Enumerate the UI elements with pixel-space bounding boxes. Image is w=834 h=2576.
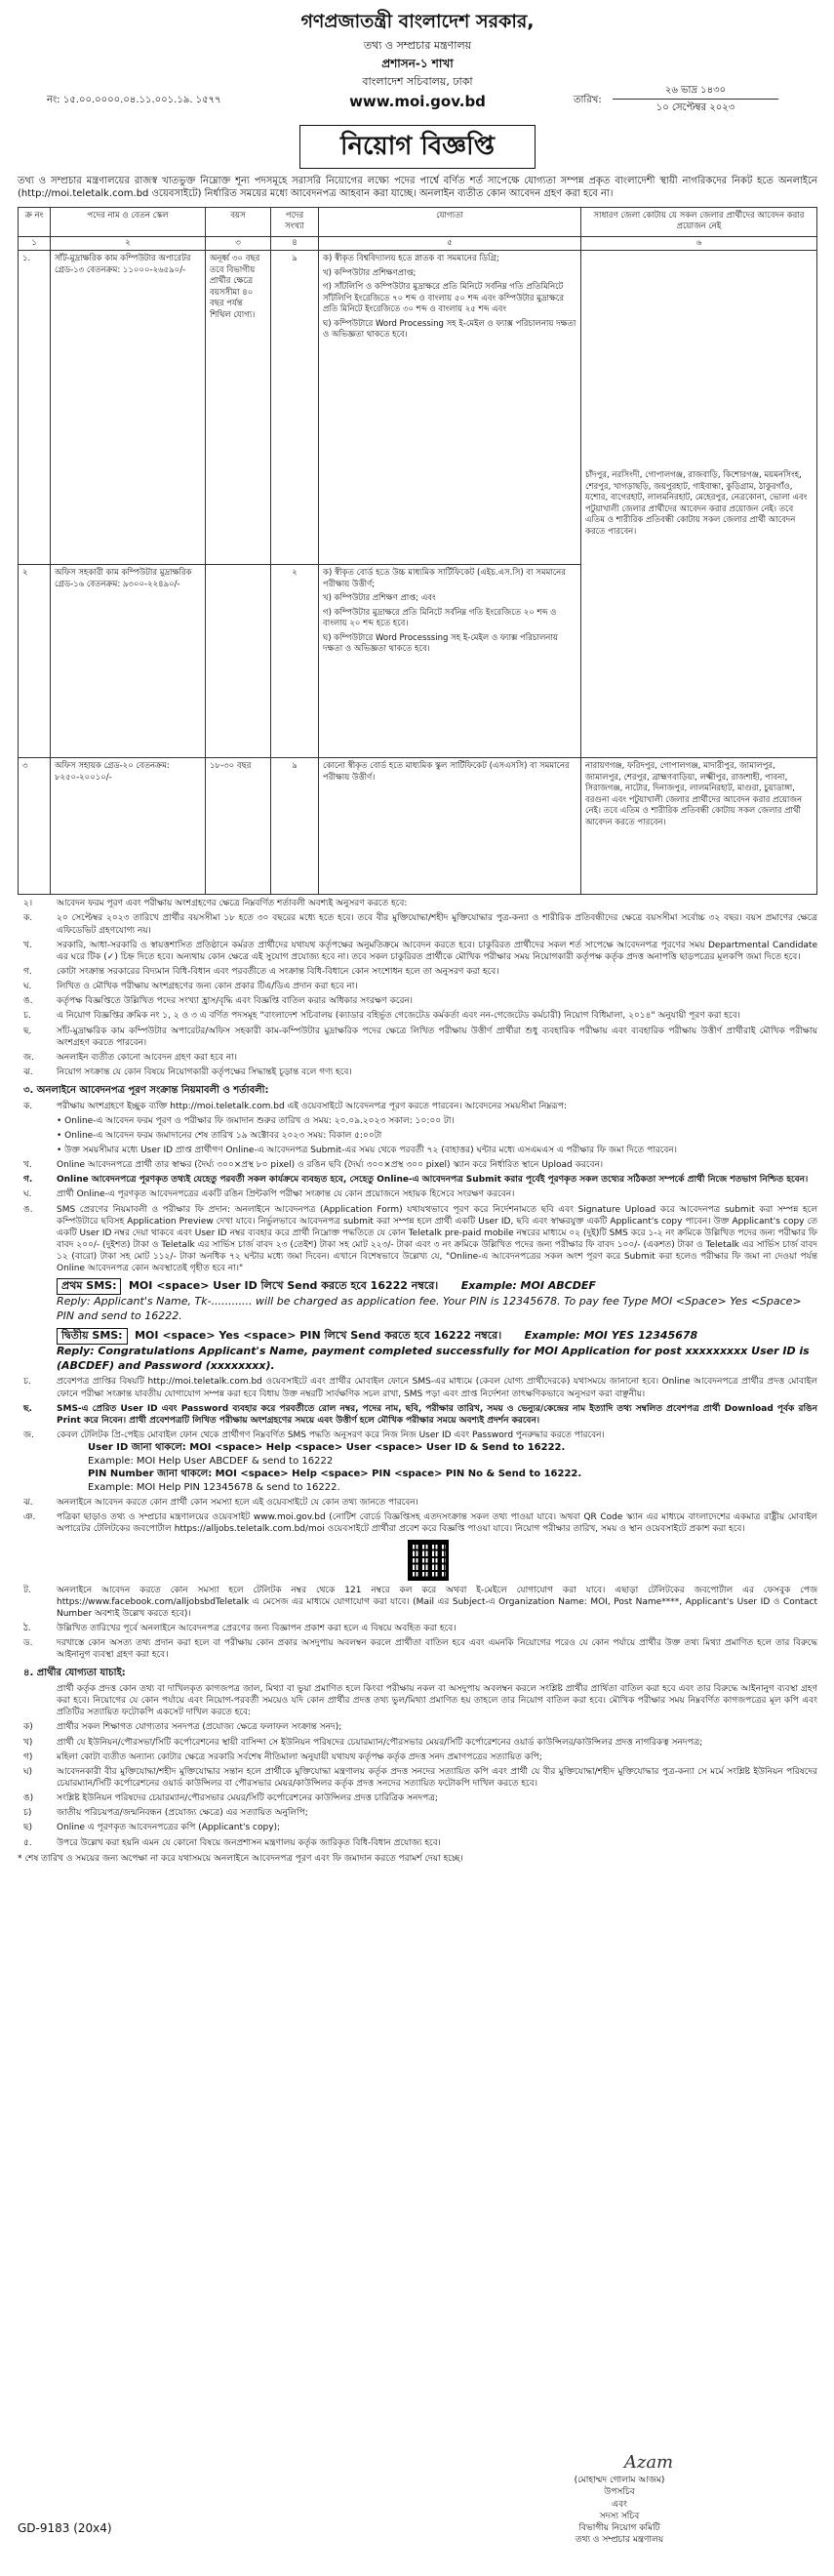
govt-name: গণপ্রজাতন্ত্রী বাংলাদেশ সরকার, <box>300 11 535 32</box>
list-item <box>18 1585 817 1620</box>
list-item <box>18 1010 817 1022</box>
page-title: নিয়োগ বিজ্ঞপ্তি <box>299 125 536 169</box>
signatory-role: সদস্য সচিব <box>599 2511 640 2521</box>
item-key: ঞ. <box>23 1512 36 1523</box>
list-item <box>18 1145 817 1156</box>
signatory-ministry: তথ্য ও সম্প্রচার মন্ত্রণালয় <box>575 2535 664 2545</box>
col-header-post: পদের নাম ও বেতন স্কেল <box>51 207 206 236</box>
col-header-qualification: যোগ্যতা <box>319 207 581 236</box>
item-key: ঘ. <box>23 982 32 992</box>
col-header-age: বয়স <box>206 207 271 236</box>
item-key <box>18 1115 57 1127</box>
item-text: SMS-এ প্রেরিত User ID এবং Password ব্যবহার করে পরবর্তীতে রোল নম্বর, পদের নাম, ছবি, পরীক্ষার তারিখ, সময় ও ভেন্যুর/কেন্দ্রের নাম ইত্যাদি তথ্য সম্বলিত প্রবেশপত্র প্রার্থী Download পূর্বক রঙিন Print করে নিবেন। প্রার্থী প্রবেশপত্রটি লিখিত পরীক্ষায় অংশগ্রহণের সময়ে এবং উত্তীর্ণ হলে মৌখিক পরীক্ষার সময়ে অবশ্যই প্রদর্শন করবেন। <box>57 1403 817 1426</box>
item-key: ঙ. <box>23 996 33 1007</box>
qualification-item: খ) কম্পিউটার প্রশিক্ষণপ্রাপ্ত; <box>323 267 417 278</box>
row-qualification <box>319 251 581 565</box>
section-conditions <box>18 898 817 1078</box>
item-key: ঙ) <box>23 1793 34 1804</box>
qualification-item: ক) স্বীকৃত বিশ্ববিদ্যালয় হতে স্নাতক বা সমমানের ডিগ্রি; <box>323 254 499 264</box>
list-item <box>18 1429 817 1441</box>
item-text: • উক্ত সময়সীমার মধ্যে User ID প্রাপ্ত প্রার্থীগণ Online-এ আবেদনপত্র Submit-এর সময় থেকে পরবর্তী ৭২ (বাহাত্তর) ঘন্টার মধ্যে এসএমএস এ পরীক্ষার ফি জমা দিতে পারবেন। <box>57 1146 677 1156</box>
row-quota: নারায়ণগঞ্জ, ফরিদপুর, গোপালগঞ্জ, মাদারীপুর, জামালপুর, জামালপুর, শেরপুর, ব্রাহ্মণবাড়িয়া, লক্ষ্মীপুর, রাজশাহী, পাবনা, সিরাজগঞ্জ, নাটোর, দিনাজপুর, লালমনিরহাট, মাগুরা, চুয়াডাঙ্গা, বরগুনা এবং পটুয়াখালী জেলার প্রার্থীদের আবেদন করার প্রয়োজন নেই। তবে এতিম ও শারীরিক প্রতিবন্ধী কোটায় সকল জেলার প্রার্থী আবেদন করতে পারবেন। <box>581 758 817 895</box>
qualification-item: গ) সাঁটলিপি ও কম্পিউটার মুদ্রাক্ষরে প্রতি মিনিটে সর্বনিম্ন গতি প্রতিমিনিটে সাঁটলিপি ইংরেজিতে ৭০ শব্দ ও বাংলায় ৫০ শব্দ এবং কম্পিউটার মুদ্রাক্ষরে প্রতি মিনিটে ইংরেজিতে ৩০ শব্দ ও বাংলায় ২৫ শব্দ এবং <box>323 282 564 315</box>
item-text: সংশ্লিষ্ট ইউনিয়ন পরিষদের চেয়ারম্যান/পৌরসভার মেয়র/সিটি কর্পোরেশনের কাউন্সিলর প্রদত্ত চারিত্রিক সনদপত্র; <box>57 1793 438 1804</box>
memo-number: নং: ১৫.০০.০০০০.০৪.১১.০০১.১৯. ১৫৭৭ <box>47 94 221 105</box>
item-key: ঘ) <box>23 1766 33 1777</box>
list-item <box>18 1188 817 1200</box>
row-qualification <box>319 565 581 758</box>
row-age: অনূর্ধ্ব ৩০ বছর তবে বিভাগীয় প্রার্থীর ক্ষেত্রে বয়সসীমা ৪০ বছর পর্যন্ত শিথিল যোগ্য। <box>206 251 271 565</box>
item-text: SMS প্রেরণের নিয়মাবলী ও পরীক্ষার ফি প্রদান: অনলাইনে আবেদনপত্র (Application Form) যথাযথভাবে পূরণ করে নির্দেশনামতে ছবি এবং Signature Upload করে আবেদনপত্র submit করা সম্পন্ন হলে কম্পিউটারে ছবিসহ Application Preview দেখা যাবে। নির্ভুলভাবে আবেদনপত্র submit করা সম্পন্ন হলে প্রার্থী একটি User ID, ছবি এবং স্বাক্ষরযুক্ত একটি Applicant's copy পাবেন। উক্ত Applicant's copy তে একটি User ID নম্বর দেয়া থাকবে এবং User ID নম্বর ব্যবহার করে প্রার্থী নিম্নোক্ত পদ্ধতিতে যে কোন Teletalk pre-paid mobile নম্বরের মাধ্যমে ০২ (দুই)টি SMS করে ১-২ নং ক্রমিকে উল্লিখিত পদের জন্য পরীক্ষার ফি বাবদ ২০০/- (দুইশত) টাকা ও Teletalk এর সার্ভিস চার্জ বাবদ ২৩ (তেইশ) টাকা সহ মোট ২২৩/- টাকা এবং ৩ নং ক্রমিকে উল্লিখিত পদের জন্য পরীক্ষার ফি বাবদ ১০০/- (একশত) টাকা ও Teletalk এর সার্ভিস চার্জ বাবদ ১২ (বারো) টাকা সহ মোট ১১২/- টাকা অনধিক ৭২ ঘন্টার মধ্যে জমা দিবেন। এখানে বিশেষভাবে উল্লেখ্য যে, "Online-এ আবেদনপত্রের সকল অংশ পূরণ করে Submit করা হলেও পরীক্ষার ফি জমা না দেওয়া পর্যন্ত Online আবেদনপত্র কোন অবস্থাতেই গৃহীত হবে না।" <box>57 1204 817 1274</box>
qr-code-icon[interactable] <box>408 1540 449 1581</box>
signatory-designation: উপসচিব <box>604 2487 635 2498</box>
qualification-item: ঘ) কম্পিউটারে Word Processing সহ ই-মেইল ও ফ্যাক্স পরিচালনায় দক্ষতা ও অভিজ্ঞতা থাকতে হবে। <box>323 318 576 341</box>
table-row <box>19 251 817 565</box>
list-item <box>18 1766 817 1790</box>
row-sl: ২ <box>19 565 51 758</box>
memo-row <box>18 82 817 115</box>
item-text: প্রার্থী যে ইউনিয়ন/পৌরসভা/সিটি কর্পোরেশনের স্থায়ী বাসিন্দা সে ইউনিয়ন পরিষদের চেয়ারম্যান/পৌরসভার মেয়র/সিটি কর্পোরেশনের ওয়ার্ড কাউন্সিলর/কাউন্সিলর প্রদত্ত নাগরিকত্ব সনদপত্র; <box>57 1737 703 1748</box>
row-sl: ৩ <box>19 758 51 895</box>
sms-first-reply: Reply: Applicant's Name, Tk-............ will be charged as application fee. Your PIN is 12345678. To pay fee Type MOI <Space> Yes <Space> PIN and send to 16222. <box>57 1295 802 1323</box>
list-item <box>18 1101 817 1112</box>
ministry-name: তথ্য ও সম্প্রচার মন্ত্রণালয় <box>363 38 472 52</box>
notice-page <box>18 0 817 1865</box>
item-key: ছ. <box>23 1403 32 1414</box>
section-heading <box>18 898 817 909</box>
row-quota: চাঁদপুর, নরসিংদী, গোপালগঞ্জ, রাজবাড়ি, কিশোরগঞ্জ, ময়মনসিংহ, শেরপুর, খাগড়াছড়ি, জয়পুরহাট, গাইবান্ধা, কুড়িগ্রাম, ঠাকুরগাঁও, যশোর, বাগেরহাট, লালমনিরহাট, মেহেরপুর, নেত্রকোনা, ভোলা এবং পটুয়াখালী জেলার প্রার্থীদের আবেদন করার প্রয়োজন নেই। তবে এতিম ও শারীরিক প্রতিবন্ধী কোটায় সকল জেলার প্রার্থী আবেদন করতে পারবেন। <box>581 251 817 758</box>
section-number: ২। <box>23 899 33 909</box>
item-text: পরীক্ষায় অংশগ্রহণে ইচ্ছুক ব্যক্তি http://moi.teletalk.com.bd এই ওয়েবসাইটে আবেদনপত্র পূরণ করতে পারবেন। আবেদনের সময়সীমা নিম্নরূপ: <box>57 1101 567 1111</box>
item-text: জাতীয় পরিচয়পত্র/জন্মনিবন্ধন (প্রযোজ্য ক্ষেত্রে) এর সত্যায়িত অনুলিপি; <box>57 1808 308 1819</box>
list-item <box>18 1115 817 1127</box>
sms-second <box>57 1328 817 1374</box>
item-key: গ. <box>23 1175 33 1186</box>
col-header-quota: সাধারণ জেলা কোটায় যে সকল জেলার প্রার্থীদের আবেদন করার প্রয়োজন নেই <box>581 207 817 236</box>
item-text: প্রার্থীর সকল শিক্ষাগত যোগ্যতার সনদপত্র (প্রযোজ্য ক্ষেত্রে ফলাফল সংক্রান্ত সনদ); <box>57 1722 342 1733</box>
sms-second-reply: Reply: Congratulations Applicant's Name, payment completed successfully for MOI Application for post xxxxxxxxx User ID is (ABCDEF) and Password (xxxxxxxx). <box>57 1344 810 1372</box>
item-text: উল্লিখিত তারিখের পূর্বে অনলাইনে আবেদনপত্র প্রেরণের জন্য বিজ্ঞাপন প্রকাশ করা হলে এ বিষয়ে অবহিত করা হবে। <box>57 1624 457 1634</box>
item-text: Online আবেদনপত্রে পূরণকৃত তথ্যই যেহেতু পরবর্তী সকল কার্যক্রমে ব্যবহৃত হবে, সেহেতু Online-এ আবেদনপত্র Submit করার পূর্বেই পূরণকৃত সকল তথ্যের সঠিকতা সম্পর্কে প্রার্থী নিজে শতভাগ নিশ্চিত হবেন। <box>57 1175 809 1186</box>
item-key: ক. <box>23 1101 33 1111</box>
list-item <box>18 1511 817 1535</box>
signatory-committee: বিভাগীয় নিয়োগ কমিটি <box>578 2522 660 2533</box>
item-text: পত্রিকা ছাড়াও তথ্য ও সম্প্রচার মন্ত্রণালয়ের ওয়েবসাইট www.moi.gov.bd (নোটিশ বোর্ডে বিজ্ঞপ্তিসহ এতদসংক্রান্ত সকল তথ্য পাওয়া যাবে। অথবা QR Code স্ক্যান এর মাধ্যমে বাংলাদেশের একমাত্র রাষ্ট্রীয় মোবাইল অপারেটর টেলিটকের জবপোর্টাল https://alljobs.teletalk.com.bd/moi ওয়েবসাইটে প্রার্থীরা প্রবেশ করে বিজ্ঞপ্তি পাওয়া যাবে। নিয়োগ পরীক্ষার তারিখ, সময় ও স্থান ওয়েবসাইটে প্রকাশ করা হবে। <box>57 1512 817 1535</box>
section-title: আবেদন ফরম পূরণ এবং পরীক্ষায় অংশগ্রহণের ক্ষেত্রে নিম্নবর্ণিত শর্তাবলী অবশ্যই অনুসরণ করতে হবে: <box>57 899 408 909</box>
list-item <box>18 1807 817 1819</box>
col-number: ৩ <box>206 236 271 250</box>
item-key: গ) <box>23 1751 33 1762</box>
item-key: ঠ. <box>23 1624 31 1634</box>
list-item <box>18 1052 817 1064</box>
col-number: ১ <box>19 236 51 250</box>
item-text: দরখাস্তে কোন অসত্য তথ্য প্রদান করা হলে বা পরীক্ষায় কোন প্রকার অসদুপায় অবলম্বন করলে প্রার্থীতা বাতিল হবে এবং এমনকি নিয়োগের পরেও যে কোন পর্যায়ে প্রার্থীর উক্ত তথ্য মিথ্যা প্রমাণিত হলে তার বিরুদ্ধে আইনানুগ ব্যবস্থা গ্রহণ করা হবে। <box>57 1638 817 1661</box>
sms-second-tag: দ্বিতীয় SMS: <box>57 1328 128 1345</box>
date-english: ১০ সেপ্টেম্বর ২০২৩ <box>655 102 735 114</box>
recovery-user-id-example: Example: MOI Help User ABCDEF & send to 16222 <box>88 1455 334 1467</box>
item-key: জ. <box>23 1430 34 1441</box>
row-age <box>206 565 271 758</box>
item-text: Online এ পূরণকৃত আবেদনপত্রের কপি (Applicant's copy); <box>57 1823 281 1833</box>
item-text: সরকারি, আধা-সরকারি ও স্বায়ত্তশাসিত প্রতিষ্ঠানে কর্মরত প্রার্থীদের যথাযথ কর্তৃপক্ষের অনুমতিক্রমে আবেদন করতে হবে। চাকুরিরত প্রার্থীদের সকল শর্ত সাপেক্ষে আবেদনপত্র পূরণের সময় Departmental Candidate এর ঘরে টিক (✓) চিহ্ন দিতে হবে। অন্যথায় কোন ক্ষেত্রে এই সুযোগ প্রযোজ্য হবে না। তবে সকল চাকুরিরত প্রার্থীকে মৌখিক পরীক্ষার সময় নিয়োগকারী কর্তৃপক্ষ কর্তৃক প্রদত্ত অনাপত্তি ছাড়পত্রের মূলকপি জমা দিতে হবে। <box>57 940 817 962</box>
section-eligibility <box>18 1667 817 1864</box>
item-key: ক) <box>23 1722 33 1733</box>
sms-second-example: Example: MOI YES 12345678 <box>524 1328 698 1342</box>
footnote: * শেষ তারিখ ও সময়ের জন্য অপেক্ষা না করে যথাসময়ে অনলাইনে আবেদনপত্র পূরণ এবং ফি জমাদান করতে পরামর্শ দেয়া হচ্ছে। <box>18 1853 463 1864</box>
item-text: প্রবেশপত্র প্রাপ্তির বিষয়টি http://moi.teletalk.com.bd ওয়েবসাইটে এবং প্রার্থীর মোবাইল ফোনে SMS-এর মাধ্যমে (কেবল যোগ্য প্রার্থীদেরকে) যথাসময়ে জানানো হবে। Online আবেদনপত্রে প্রার্থীর প্রদত্ত মোবাইল ফোনে পরীক্ষা সংক্রান্ত যাবতীয় যোগাযোগ সম্পন্ন করা হবে বিধায় উক্ত নম্বরটি সার্বক্ষণিক সচল রাখা, SMS পড়া এবং প্রাপ্ত নির্দেশনা তাৎক্ষণিকভাবে অনুসরণ করা বাঞ্ছনীয়। <box>57 1377 817 1399</box>
col-number: ৬ <box>581 236 817 250</box>
list-item <box>18 1822 817 1833</box>
date-label: তারিখ: <box>574 94 602 105</box>
signature-block <box>507 2451 732 2546</box>
list-item <box>18 912 817 936</box>
item-text: উপরে উল্লেখ করা হয়নি এমন যে কোনো বিষয়ে জনপ্রশাসন মন্ত্রণালয় কর্তৃক জারিকৃত বিধি-বিধান প্রযোজ্য হবে। <box>57 1837 441 1848</box>
item-text: এ নিয়োগ বিজ্ঞপ্তির ক্রমিক নং ১, ২ ও ৩ এ বর্ণিত পদসমূহ "বাংলাদেশ সচিবালয় (ক্যাডার বহির্ভূত গেজেটেড কর্মকর্তা এবং নন-গেজেটেড কর্মচারী) নিয়োগ বিধিমালা, ২০১৪" অনুযায়ী পূরণ করা হবে। <box>57 1011 740 1022</box>
item-key: খ. <box>23 1160 32 1171</box>
sms-first <box>57 1278 817 1324</box>
recovery-user-id: User ID জানা থাকলে: MOI <space> Help <space> User <space> User ID & Send to 16222. <box>88 1442 566 1454</box>
item-key: চ. <box>23 1377 31 1388</box>
item-key: গ. <box>23 966 32 977</box>
intro-paragraph: তথ্য ও সম্প্রচার মন্ত্রণালয়ের রাজস্ব খাতভুক্ত নিম্নোক্ত শূন্য পদসমূহে সরাসরি নিয়োগের লক্ষ্যে পদের পার্শ্বে বর্ণিত শর্ত সাপেক্ষে যোগ্যতা সম্পন্ন প্রকৃত বাংলাদেশী স্থায়ী নাগরিকদের নিকট হতে অনলাইনে (http://moi.teletalk.com.bd ওয়েবসাইটে) নির্ধারিত সময়ের মধ্যে আবেদনপত্র আহবান করা যাচ্ছে। অনলাইন ব্যতীত কোন আবেদন গ্রহণ করা হবে না। <box>18 175 817 200</box>
item-text: কর্তৃপক্ষ বিজ্ঞপ্তিতে উল্লিখিত পদের সংখ্যা হ্রাস/বৃদ্ধি এবং বিজ্ঞপ্তি বাতিল করার অধিকার সংরক্ষণ করেন। <box>57 996 414 1007</box>
item-text: • Online-এ আবেদন ফরম পূরণ ও পরীক্ষার ফি জমাদান শুরুর তারিখ ও সময়: ২০.০৯.২০২৩ সকাল: ১০:০০ টা। <box>57 1115 455 1126</box>
col-number: ৫ <box>319 236 581 250</box>
item-text: • Online-এ আবেদন ফরম জমাদানের শেষ তারিখ ১৯ অক্টোবর ২০২৩ সময়: বিকাল ৫:০০টা <box>57 1130 382 1141</box>
item-text: অনলাইনে আবেদন করতে কোন সমস্যা হলে টেলিটক নম্বর থেকে 121 নম্বরে কল করে অথবা ই-মেইলে যোগাযোগ করা যাবে। এছাড়া টেলিটকের জবপোর্টাল এর ফেসবুক পেজ https://www.facebook.com/alljobsbdTeletalk এ মেসেজ এর মাধ্যমে যোগাযোগ করা যাবে। (Mail এর Subject-এ Organization Name: MOI, Post Name****, Applicant's User ID ও Contact Number অবশ্যই উল্লেখ করতে হবে)। <box>57 1585 817 1619</box>
date-bangla: ২৬ ভাদ্র ১৪৩০ <box>613 82 778 101</box>
item-key: ট. <box>23 1585 31 1595</box>
list-item <box>18 995 817 1007</box>
item-text: Online আবেদনপত্রে প্রার্থী তার স্বাক্ষর (দৈর্ঘ্য ৩০০×প্রস্থ ৮০ pixel) ও রঙিন ছবি (দৈর্ঘ্য ৩০০×প্রস্থ ৩০০ pixel) স্ক্যান করে নির্ধারিত স্থানে Upload করবেন। <box>57 1160 604 1171</box>
list-item <box>18 1130 817 1142</box>
sms-first-tag: প্রথম SMS: <box>57 1278 121 1295</box>
list-item <box>18 1497 817 1509</box>
col-number: ৪ <box>271 236 319 250</box>
item-text: কেবল টেলিটক প্রি-পেইড মোবাইল ফোন থেকে প্রার্থীগণ নিম্নবর্ণিত SMS পদ্ধতি অনুসরণ করে নিজ নিজ User ID এবং Password পুনরুদ্ধার করতে পারবেন। <box>57 1430 605 1441</box>
item-text: মহিলা কোটা ব্যতীত অন্যান্য কোটার ক্ষেত্রে সরকারি সর্বশেষ নীতিমালা অনুযায়ী যথাযথ কর্তৃপক্ষ কর্তৃক প্রদত্ত সনদ প্রমাণপত্রের সত্যায়িত কপি; <box>57 1751 542 1762</box>
list-item <box>18 940 817 963</box>
row-count: ৯ <box>271 251 319 565</box>
qualification-item: ঘ) কম্পিউটারে Word Processsing সহ ই-মেইল ও ফ্যাক্স পরিচালনায় দক্ষতা ও অভিজ্ঞতা থাকতে হবে। <box>323 632 558 655</box>
list-item <box>18 981 817 992</box>
section-intro <box>18 1683 817 1718</box>
item-key: ঘ. <box>23 1189 32 1200</box>
qualification-item: গ) কম্পিউটার মুদ্রাক্ষরে প্রতি মিনিটে সর্বনিম্ন গতি ইংরেজিতে ২০ শব্দ ও বাংলায় ২০ শব্দ হতে হবে। <box>323 607 557 629</box>
item-text: অনলাইন ব্যতীত কোনো আবেদন গ্রহণ করা হবে না। <box>57 1052 237 1063</box>
col-number: ২ <box>51 236 206 250</box>
sms-first-command: MOI <space> User ID লিখে Send করতে হবে 16222 নম্বরে। <box>128 1279 439 1293</box>
list-item <box>18 966 817 978</box>
item-key: খ. <box>23 940 32 950</box>
item-key <box>18 1145 57 1156</box>
section-title: ৩. অনলাইনে আবেদনপত্র পূরণ সংক্রান্ত নিয়মাবলী ও শর্তাবলী: <box>23 1085 269 1097</box>
item-key: ৫. <box>23 1837 32 1848</box>
date-block <box>574 82 778 117</box>
item-text: লিখিত ও মৌখিক পরীক্ষায় অংশগ্রহণের জন্য কোন প্রকার টিএ/ডিএ প্রদান করা হবে না। <box>57 982 358 992</box>
table-row <box>19 758 817 895</box>
item-key: জ. <box>23 1052 34 1063</box>
website-link[interactable]: www.moi.gov.bd <box>349 92 486 110</box>
list-item <box>18 1403 817 1427</box>
row-post: সাঁট-মুদ্রাক্ষরিক কাম কম্পিউটার অপারেটর গ্রেড-১৩ বেতনক্রম: ১১০০০-২৬৫৯০/- <box>51 251 206 565</box>
item-key: ঙ. <box>23 1204 33 1215</box>
qualification-item: খ) কম্পিউটার প্রশিক্ষণ প্রাপ্ত; এবং <box>323 593 436 604</box>
item-key: ছ) <box>23 1823 32 1833</box>
signatory-and: এবং <box>612 2499 627 2510</box>
row-count: ২ <box>271 565 319 758</box>
recovery-pin-example: Example: MOI Help PIN 12345678 & send to 16222. <box>88 1481 340 1493</box>
list-item <box>18 1721 817 1733</box>
list-item <box>18 1751 817 1763</box>
item-text: সাঁট-মুদ্রাক্ষরিক কাম কম্পিউটার অপারেটর/অফিস সহকারী কাম-কম্পিউটার মুদ্রাক্ষরিক পদের ক্ষেত্রে লিখিত পরীক্ষায় উত্তীর্ণ প্রার্থীরা শুধু ব্যবহারিক পরীক্ষায় এবং ব্যবহারিক পরীক্ষায় উত্তীর্ণ প্রার্থীরাই মৌখিক পরীক্ষায় অংশগ্রহণ করতে পারবেন। <box>57 1026 817 1048</box>
item-key: ড. <box>23 1638 33 1649</box>
col-header-sl: ক্র নং <box>19 207 51 236</box>
row-sl: ১. <box>19 251 51 565</box>
gd-code: GD-9183 (20x4) <box>18 2521 112 2535</box>
list-item <box>18 1067 817 1078</box>
sms-first-example: Example: MOI ABCDEF <box>460 1279 596 1293</box>
list-item <box>18 1637 817 1661</box>
item-key <box>18 1130 57 1142</box>
item-text: অনলাইনে আবেদন করতে কোন প্রার্থী কোন সমস্যা হলে এই ওয়েবসাইটে যে কোন তথ্য জানতে পারবেন। <box>57 1498 418 1509</box>
item-text: প্রার্থী Online-এ পূরণকৃত আবেদনপত্রের একটি রঙিন প্রিন্টকপি পরীক্ষা সংক্রান্ত যে কোন প্রয়োজনে সহায়ক হিসেবে সংরক্ষণ করবেন। <box>57 1189 515 1200</box>
signatory-name: (মোহাম্মদ গোলাম আজম) <box>574 2475 665 2486</box>
item-text: প্রার্থী কর্তৃক প্রদত্ত কোন তথ্য বা দাখিলকৃত কাগজপত্র জাল, মিথ্যা বা ভুয়া প্রমাণিত হলে কিংবা পরীক্ষায় নকল বা অসদুপায় অবলম্বন করলে সংশ্লিষ্ট প্রার্থীর প্রার্থিতা বাতিল করা হবে এবং তার বিরুদ্ধে আইনানুগ ব্যবস্থা গ্রহণ করা হবে। নিয়োগের যে কোন পর্যায়ে এবং নিয়োগ-পরবর্তী সময়েও যদি কোন প্রার্থীর প্রদত্ত তথ্য ভুল/মিথ্যা প্রমাণিত হয় তাহলে তার নিয়োগ বাতিল করা হবে। মৌখিক পরীক্ষার সময় নিম্নবর্ণিত কাগজপত্রের মূল কপি এবং প্রতিটির সত্যায়িত ফটোকপি একসেট দাখিল করতে হবে: <box>57 1683 817 1718</box>
list-item <box>18 1623 817 1634</box>
item-key: খ) <box>23 1737 33 1748</box>
qualification-item: ক) স্বীকৃত বোর্ড হতে উচ্চ মাধ্যমিক সার্টিফিকেট (এইচ.এস.সি) বা সমমানের পরীক্ষায় উত্তীর্ণ; <box>323 568 566 589</box>
row-qualification <box>319 758 581 895</box>
list-item <box>18 1174 817 1186</box>
list-item <box>18 1204 817 1275</box>
section-online-application <box>18 1084 817 1661</box>
row-post: অফিস সহায়ক গ্রেড-২০ বেতনক্রম: ৮২৫০-২০০১০/- <box>51 758 206 895</box>
item-key: ক. <box>23 913 33 924</box>
branch-name: প্রশাসন-১ শাখা <box>381 57 454 71</box>
item-text: নিয়োগ সংক্রান্ত যে কোন বিষয়ে নিয়োগকারী কর্তৃপক্ষের সিদ্ধান্তই চূড়ান্ত বলে গণ্য হবে। <box>57 1067 352 1077</box>
list-item <box>18 1792 817 1804</box>
row-count: ৯ <box>271 758 319 895</box>
row-age: ১৮-৩০ বছর <box>206 758 271 895</box>
item-key: চ) <box>23 1808 32 1819</box>
item-key: ঝ. <box>23 1498 33 1509</box>
list-item <box>18 1159 817 1171</box>
item-text: আবেদনকারী বীর মুক্তিযোদ্ধা/শহীদ মুক্তিযোদ্ধার সন্তান হলে প্রার্থীকে মুক্তিযোদ্ধা মন্ত্রণালয় কর্তৃক প্রদত্ত সনদের সত্যায়িত কপি এবং প্রার্থী যে বীর মুক্তিযোদ্ধা/শহীদ মুক্তিযোদ্ধার পুত্র-কন্যা সে মর্মে সংশ্লিষ্ট ইউনিয়ন পরিষদের চেয়ারম্যান/সিটি কর্পোরেশনের ওয়ার্ড কাউন্সিলর বা পৌরসভার মেয়র/কাউন্সিলর কর্তৃক প্রদত্ত সনদের সত্যায়িত ফটোকপি দাখিল করতে হবে। <box>57 1766 817 1789</box>
col-header-count: পদের সংখ্যা <box>271 207 319 236</box>
item-key: ছ. <box>23 1026 32 1036</box>
list-item <box>18 1376 817 1399</box>
item-key: ঝ. <box>23 1067 33 1077</box>
signature-mark: Azam <box>623 2452 674 2473</box>
section-title: ৪. প্রার্থীর যোগ্যতা যাচাই: <box>23 1668 126 1679</box>
posts-table <box>18 207 817 895</box>
row-post: অফিস সহকারী কাম কম্পিউটার মুদ্রাক্ষরিক গ্রেড-১৬ বেতনক্রম: ৯৩০০-২২৪৯০/- <box>51 565 206 758</box>
list-item <box>18 1837 817 1849</box>
list-item <box>18 1026 817 1049</box>
item-text: কোটা সংক্রান্ত সরকারের বিদ্যমান বিধি-বিধান এবং পরবর্তীতে এ সংক্রান্ত বিধি-বিধানে কোন সংশোধন হলে তা অনুসরণ করা হবে। <box>57 966 499 977</box>
item-text: ২০ সেপ্টেম্বর ২০২৩ তারিখে প্রার্থীর বয়সসীমা ১৮ হতে ৩০ বছরের মধ্যে হতে হবে। তবে বীর মুক্তিযোদ্ধা/শহীদ মুক্তিযোদ্ধার পুত্র-কন্যা ও শারীরিক প্রতিবন্ধীদের ক্ষেত্রে বয়সসীমা সর্বোচ্চ ৩২ বছর। বয়স প্রমাণের ক্ষেত্রে এফিডেভিট গ্রহণযোগ্য নয়। <box>57 913 817 936</box>
office-location: বাংলাদেশ সচিবালয়, ঢাকা <box>362 74 473 88</box>
recovery-pin: PIN Number জানা থাকলে: MOI <space> Help <space> PIN <space> PIN No & Send to 16222. <box>88 1469 582 1480</box>
list-item <box>18 1737 817 1749</box>
sms-second-command: MOI <space> Yes <space> PIN লিখে Send করতে হবে 16222 নম্বরে। <box>135 1328 502 1342</box>
qualification-item: কোনো স্বীকৃত বোর্ড হতে মাধ্যমিক স্কুল সার্টিফিকেট (এসএসসি) বা সমমানের পরীক্ষায় উত্তীর্ণ। <box>323 761 570 783</box>
item-key: চ. <box>23 1011 31 1022</box>
